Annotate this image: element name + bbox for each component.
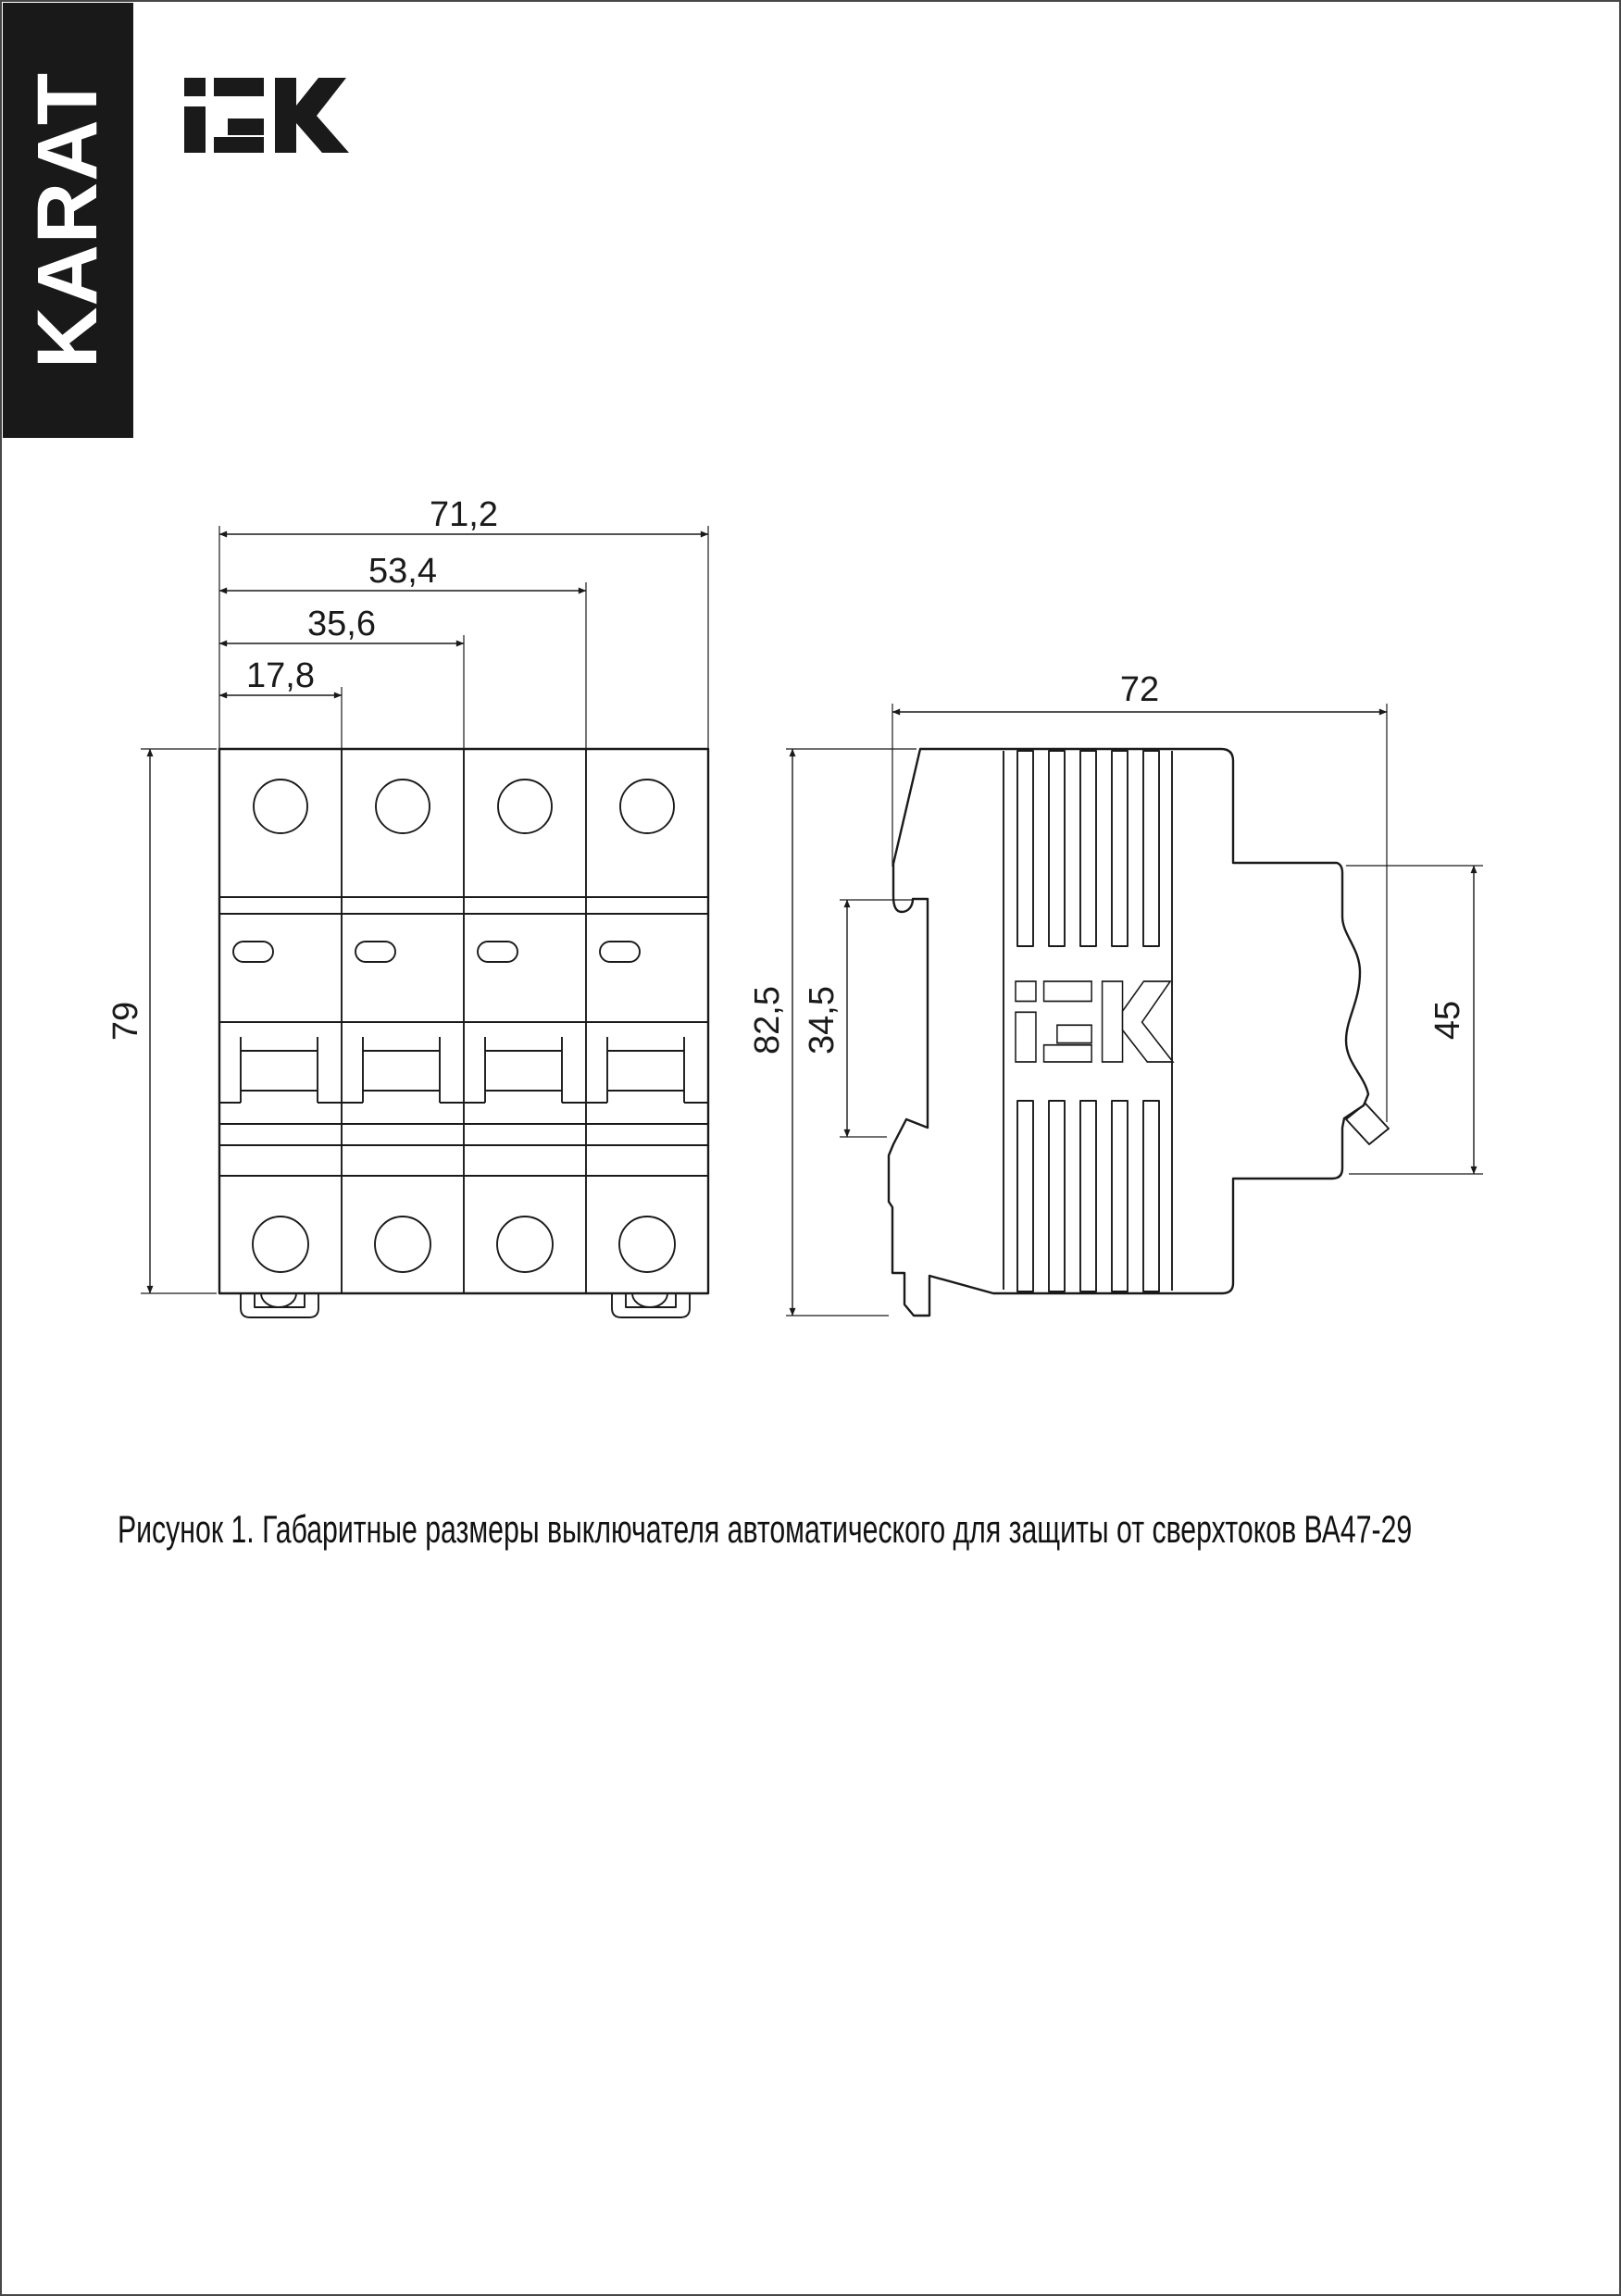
dim-label-overall-width: 71,2 — [430, 495, 498, 534]
vent-ribs-lower — [1017, 1101, 1159, 1292]
din-rail-clips — [241, 1293, 690, 1317]
side-view — [748, 670, 1483, 1316]
dim-label-width-three-modules: 53,4 — [368, 552, 437, 591]
front-view — [106, 495, 708, 1317]
dim-label-width-two-modules: 35,6 — [307, 605, 376, 643]
karat-banner-label: KARAT — [20, 71, 116, 369]
iek-logo-embossed — [1016, 981, 1173, 1062]
dim-label-width-one-module: 17,8 — [246, 656, 315, 695]
dimension-drawing — [2, 2, 1621, 2296]
dim-label-depth: 72 — [1119, 670, 1160, 709]
dim-label-front-height: 79 — [106, 1001, 145, 1042]
dim-label-terminal-zone: 45 — [1428, 1000, 1467, 1041]
label-windows — [233, 942, 640, 962]
iek-logo — [184, 78, 349, 153]
front-view-dimensions — [106, 495, 708, 1293]
vent-ribs-upper — [1017, 751, 1159, 946]
figure-caption: Рисунок 1. Габаритные размеры выключателя автоматического для защиты от сверхтоков ВА47-29 — [118, 1507, 1413, 1551]
dim-label-din-channel: 34,5 — [803, 986, 842, 1054]
dim-label-side-height: 82,5 — [748, 986, 787, 1054]
